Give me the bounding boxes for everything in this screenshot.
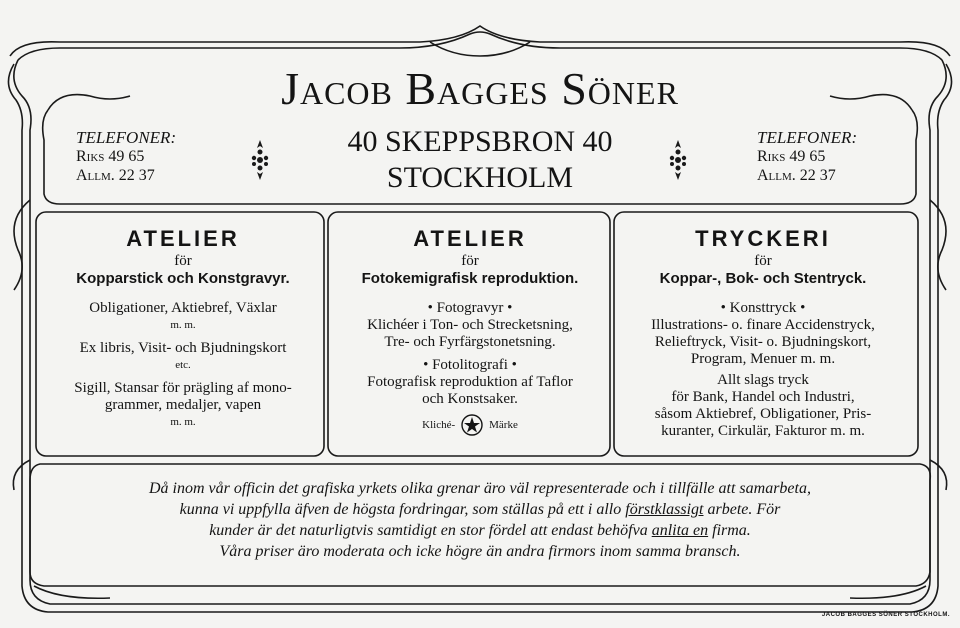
column-subheading: Fotokemigrafisk reproduktion. <box>361 270 579 287</box>
service-line: • Fotogravyr • <box>427 300 513 316</box>
cliche-mark <box>332 414 608 436</box>
service-line: • Konsttryck • <box>720 300 806 316</box>
atelier-engraving-column <box>44 226 322 431</box>
mark-label-right: Märke <box>489 418 518 431</box>
service-line: Ex libris, Visit- och Bjudningskort <box>79 340 287 356</box>
service-line: Klichéer i Ton- och Strecketsning, <box>367 317 573 333</box>
company-name-text: Jacob Bagges Söner <box>281 63 679 114</box>
service-line: m. m. <box>170 416 196 428</box>
phone-label: TELEFONER: <box>757 128 858 147</box>
phone-allm: Allm. 22 37 <box>76 167 155 184</box>
phone-riks: Riks 49 65 <box>76 148 145 165</box>
service-line: Tre- och Fyrfärgstonetsning. <box>384 334 556 350</box>
statement-line: Våra priser äro moderata och icke högre än andra firmors inom samma bransch. <box>219 543 741 560</box>
statement-line <box>40 499 920 520</box>
service-line: Relieftryck, Visit- o. Bjudningskort, <box>654 334 872 350</box>
column-heading: ATELIER <box>126 226 240 251</box>
company-statement <box>40 478 920 562</box>
city: STOCKHOLM <box>386 161 574 194</box>
service-line: Fotografisk reproduktion af Taflor <box>367 374 573 390</box>
statement-fragment: arbete. För <box>703 501 781 518</box>
phone-allm: Allm. 22 37 <box>757 167 836 184</box>
printing-column <box>618 226 908 440</box>
company-name <box>0 63 960 114</box>
column-subheading: Kopparstick och Konstgravyr. <box>76 270 290 287</box>
statement-fragment: kunder är det naturligtvis samtidigt en stor fördel att endast behöfva <box>209 522 652 539</box>
service-line: Obligationer, Aktiebref, Växlar <box>89 300 277 316</box>
column-heading: TRYCKERI <box>695 226 831 251</box>
mark-label-left: Kliché- <box>422 418 456 431</box>
column-heading: ATELIER <box>413 226 527 251</box>
printer-imprint: JACOB BAGGES SÖNER STOCKHOLM. <box>821 612 950 618</box>
column-for: för <box>461 253 479 269</box>
service-line: Sigill, Stansar för prägling af mono- <box>74 380 292 396</box>
service-line: m. m. <box>170 319 196 331</box>
statement-line: Då inom vår officin det grafiska yrkets olika grenar äro väl representerade och i tillfälle att samarbeta, <box>149 480 811 497</box>
column-subheading: Koppar-, Bok- och Stentryck. <box>659 270 867 287</box>
service-line: kuranter, Cirkulär, Fakturor m. m. <box>661 423 865 439</box>
service-line: etc. <box>175 359 191 371</box>
service-line: för Bank, Handel och Industri, <box>671 389 855 405</box>
phone-label: TELEFONER: <box>76 128 177 147</box>
service-line: Illustrations- o. finare Accidenstryck, <box>651 317 875 333</box>
statement-fragment: firma. <box>708 522 751 539</box>
service-line: såsom Aktiebref, Obligationer, Pris- <box>654 406 872 422</box>
service-line: Program, Menuer m. m. <box>690 351 836 367</box>
atelier-photochem-column <box>332 226 608 436</box>
phone-riks: Riks 49 65 <box>757 148 826 165</box>
service-line: grammer, medaljer, vapen <box>104 397 262 413</box>
statement-fragment: kunna vi uppfylla äfven de högsta fordringar, som ställas på ett i allo <box>179 501 626 518</box>
floral-ornament-icon <box>666 138 690 182</box>
statement-underlined: förstklassigt <box>625 501 704 518</box>
street-address: 40 SKEPPSBRON 40 <box>347 125 613 158</box>
service-line: och Konstsaker. <box>422 391 518 407</box>
column-for: för <box>174 253 192 269</box>
column-for: för <box>754 253 772 269</box>
statement-underlined: anlita en <box>651 522 709 539</box>
statement-line <box>40 520 920 541</box>
service-line: Allt slags tryck <box>717 372 809 388</box>
phone-block-right <box>757 128 857 185</box>
service-line: • Fotolitografi • <box>423 357 517 373</box>
star-emblem-icon <box>461 414 483 436</box>
